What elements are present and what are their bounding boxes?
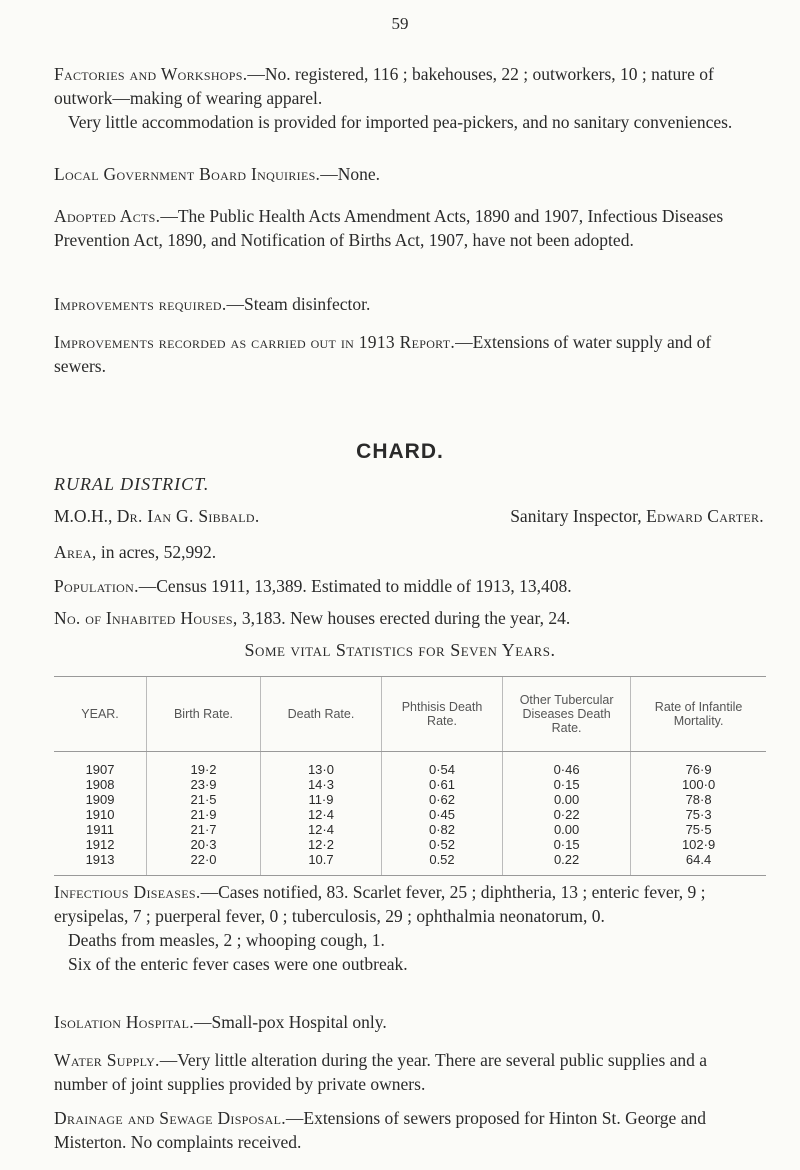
infectious-outbreak: Six of the enteric fever cases were one outbreak. bbox=[68, 954, 408, 974]
houses-text: 3,183. New houses erected during the year, 24. bbox=[241, 608, 571, 628]
cell-year: 1907 bbox=[85, 762, 115, 777]
population-text: —Census 1911, 13,389. Estimated to middle of 1913, 13,408. bbox=[138, 576, 572, 596]
table-row bbox=[54, 837, 766, 852]
drainage-text: —Extensions of sewers proposed for Hinton St. George and Misterton. No complaints received. bbox=[54, 1108, 706, 1152]
header-death-rate: Death Rate. bbox=[260, 677, 381, 752]
cell-year: 1911 bbox=[86, 822, 114, 837]
cell-birth-rate: 23·9 bbox=[147, 777, 261, 792]
isolation-heading: Isolation Hospital. bbox=[54, 1012, 194, 1032]
area-text: in acres, 52,992. bbox=[100, 542, 217, 562]
table-row bbox=[54, 752, 766, 778]
cell-phthisis: 0·45 bbox=[381, 807, 502, 822]
table-row bbox=[54, 777, 766, 792]
lgb-text: —None. bbox=[320, 164, 381, 184]
isolation-paragraph bbox=[54, 1010, 754, 1034]
cell-other-tubercular: 0.22 bbox=[503, 852, 631, 876]
drainage-paragraph bbox=[54, 1106, 754, 1154]
table-title: Some vital Statistics for Seven Years. bbox=[244, 640, 556, 660]
vital-statistics-table bbox=[54, 676, 766, 876]
cell-infantile-mortality: 100·0 bbox=[631, 777, 766, 792]
header-year: YEAR. bbox=[54, 677, 147, 752]
cell-birth-rate: 22·0 bbox=[147, 852, 261, 876]
cell-year: 1910 bbox=[85, 807, 115, 822]
lgb-heading: Local Government Board Inquiries. bbox=[54, 164, 321, 184]
adopted-text: —The Public Health Acts Amendment Acts, 1890 and 1907, Infectious Diseases Prevention Act, 1890, and Notification of Births Act, 1907, have not been adopted. bbox=[54, 206, 724, 250]
cell-phthisis: 0·82 bbox=[381, 822, 502, 837]
factories-text-2: Very little accommodation is provided for imported pea-pickers, and no sanitary conveniences. bbox=[68, 112, 733, 132]
cell-infantile-mortality: 102·9 bbox=[631, 837, 766, 852]
lgb-paragraph bbox=[54, 162, 754, 186]
inspector-label: Sanitary Inspector, bbox=[510, 506, 642, 526]
cell-birth-rate: 20·3 bbox=[147, 837, 261, 852]
cell-death-rate: 13·0 bbox=[260, 752, 381, 778]
improvements-required-heading: Improvements required. bbox=[54, 294, 227, 314]
improvements-recorded-text: —Extensions of water supply and of sewers. bbox=[54, 332, 712, 376]
cell-other-tubercular: 0.00 bbox=[503, 822, 631, 837]
cell-infantile-mortality: 75·5 bbox=[631, 822, 766, 837]
cell-birth-rate: 21·7 bbox=[147, 822, 261, 837]
inspector-name: Edward Carter. bbox=[646, 506, 764, 526]
cell-phthisis: 0·62 bbox=[381, 792, 502, 807]
cell-year: 1912 bbox=[85, 837, 115, 852]
cell-year: 1908 bbox=[85, 777, 115, 792]
population-label: Population. bbox=[54, 576, 139, 596]
cell-infantile-mortality: 78·8 bbox=[631, 792, 766, 807]
population-line bbox=[54, 574, 764, 598]
cell-infantile-mortality: 76·9 bbox=[631, 752, 766, 778]
cell-death-rate: 12·2 bbox=[260, 837, 381, 852]
cell-year: 1909 bbox=[85, 792, 115, 807]
header-phthisis: Phthisis Death Rate. bbox=[381, 677, 502, 752]
moh-label: M.O.H., bbox=[54, 506, 113, 526]
header-birth-rate: Birth Rate. bbox=[147, 677, 261, 752]
water-text: —Very little alteration during the year. There are several public supplies and a number of joint supplies provided by private owners. bbox=[54, 1050, 708, 1094]
district-name: CHARD. bbox=[356, 440, 444, 463]
cell-year: 1913 bbox=[54, 852, 147, 876]
houses-label: No. of Inhabited Houses, bbox=[54, 608, 238, 628]
cell-other-tubercular: 0·46 bbox=[503, 752, 631, 778]
officials-line bbox=[54, 504, 764, 528]
improvements-required-paragraph bbox=[54, 292, 754, 316]
header-infantile-mortality: Rate of Infantile Mortality. bbox=[631, 677, 766, 752]
improvements-required-text: —Steam disinfector. bbox=[226, 294, 371, 314]
improvements-recorded-heading: Improvements recorded as carried out in 1913 Report. bbox=[54, 332, 456, 352]
infectious-deaths: Deaths from measles, 2 ; whooping cough, 1. bbox=[68, 930, 385, 950]
area-label: Area, bbox=[54, 542, 97, 562]
improvements-recorded-paragraph bbox=[54, 330, 754, 378]
inspector bbox=[510, 504, 764, 528]
cell-birth-rate: 19·2 bbox=[147, 752, 261, 778]
infectious-paragraph bbox=[54, 880, 754, 976]
table-row bbox=[54, 852, 766, 876]
district-type: RURAL DISTRICT. bbox=[54, 474, 210, 494]
cell-death-rate: 12·4 bbox=[260, 822, 381, 837]
area-line bbox=[54, 540, 764, 564]
factories-heading: Factories and Workshops. bbox=[54, 64, 248, 84]
cell-phthisis: 0·54 bbox=[381, 752, 502, 778]
header-other-tubercular: Other Tubercular Diseases Death Rate. bbox=[503, 677, 631, 752]
drainage-heading: Drainage and Sewage Disposal. bbox=[54, 1108, 286, 1128]
cell-death-rate: 11·9 bbox=[260, 792, 381, 807]
cell-phthisis: 0·61 bbox=[381, 777, 502, 792]
adopted-heading: Adopted Acts. bbox=[54, 206, 161, 226]
houses-line bbox=[54, 606, 764, 630]
adopted-paragraph bbox=[54, 204, 754, 252]
cell-phthisis: 0.52 bbox=[381, 852, 502, 876]
infectious-text: —Cases notified, 83. Scarlet fever, 25 ; diphtheria, 13 ; enteric fever, 9 ; erysipelas, 7 ; puerperal fever, 0 ; tuberculosis, 29 ; ophthalmia neonatorum, 0. bbox=[54, 882, 706, 926]
isolation-text: —Small-pox Hospital only. bbox=[193, 1012, 387, 1032]
water-paragraph bbox=[54, 1048, 754, 1096]
cell-death-rate: 12·4 bbox=[260, 807, 381, 822]
table-row bbox=[54, 792, 766, 807]
factories-text: —No. registered, 116 ; bakehouses, 22 ; outworkers, 10 ; nature of outwork—making of wearing apparel. bbox=[54, 64, 714, 108]
cell-other-tubercular: 0·22 bbox=[503, 807, 631, 822]
cell-birth-rate: 21·9 bbox=[147, 807, 261, 822]
cell-other-tubercular: 0·15 bbox=[503, 777, 631, 792]
water-heading: Water Supply. bbox=[54, 1050, 160, 1070]
cell-infantile-mortality: 75·3 bbox=[631, 807, 766, 822]
page-number: 59 bbox=[391, 14, 409, 33]
table-row bbox=[54, 822, 766, 837]
table-row bbox=[54, 807, 766, 822]
cell-phthisis: 0·52 bbox=[381, 837, 502, 852]
infectious-heading: Infectious Diseases. bbox=[54, 882, 201, 902]
factories-paragraph bbox=[54, 62, 754, 134]
cell-death-rate: 10.7 bbox=[260, 852, 381, 876]
cell-birth-rate: 21·5 bbox=[147, 792, 261, 807]
cell-death-rate: 14·3 bbox=[260, 777, 381, 792]
cell-infantile-mortality: 64.4 bbox=[631, 852, 766, 876]
cell-other-tubercular: 0.00 bbox=[503, 792, 631, 807]
moh-name: Dr. Ian G. Sibbald. bbox=[116, 506, 260, 526]
cell-other-tubercular: 0·15 bbox=[503, 837, 631, 852]
table-header-row bbox=[54, 677, 766, 752]
